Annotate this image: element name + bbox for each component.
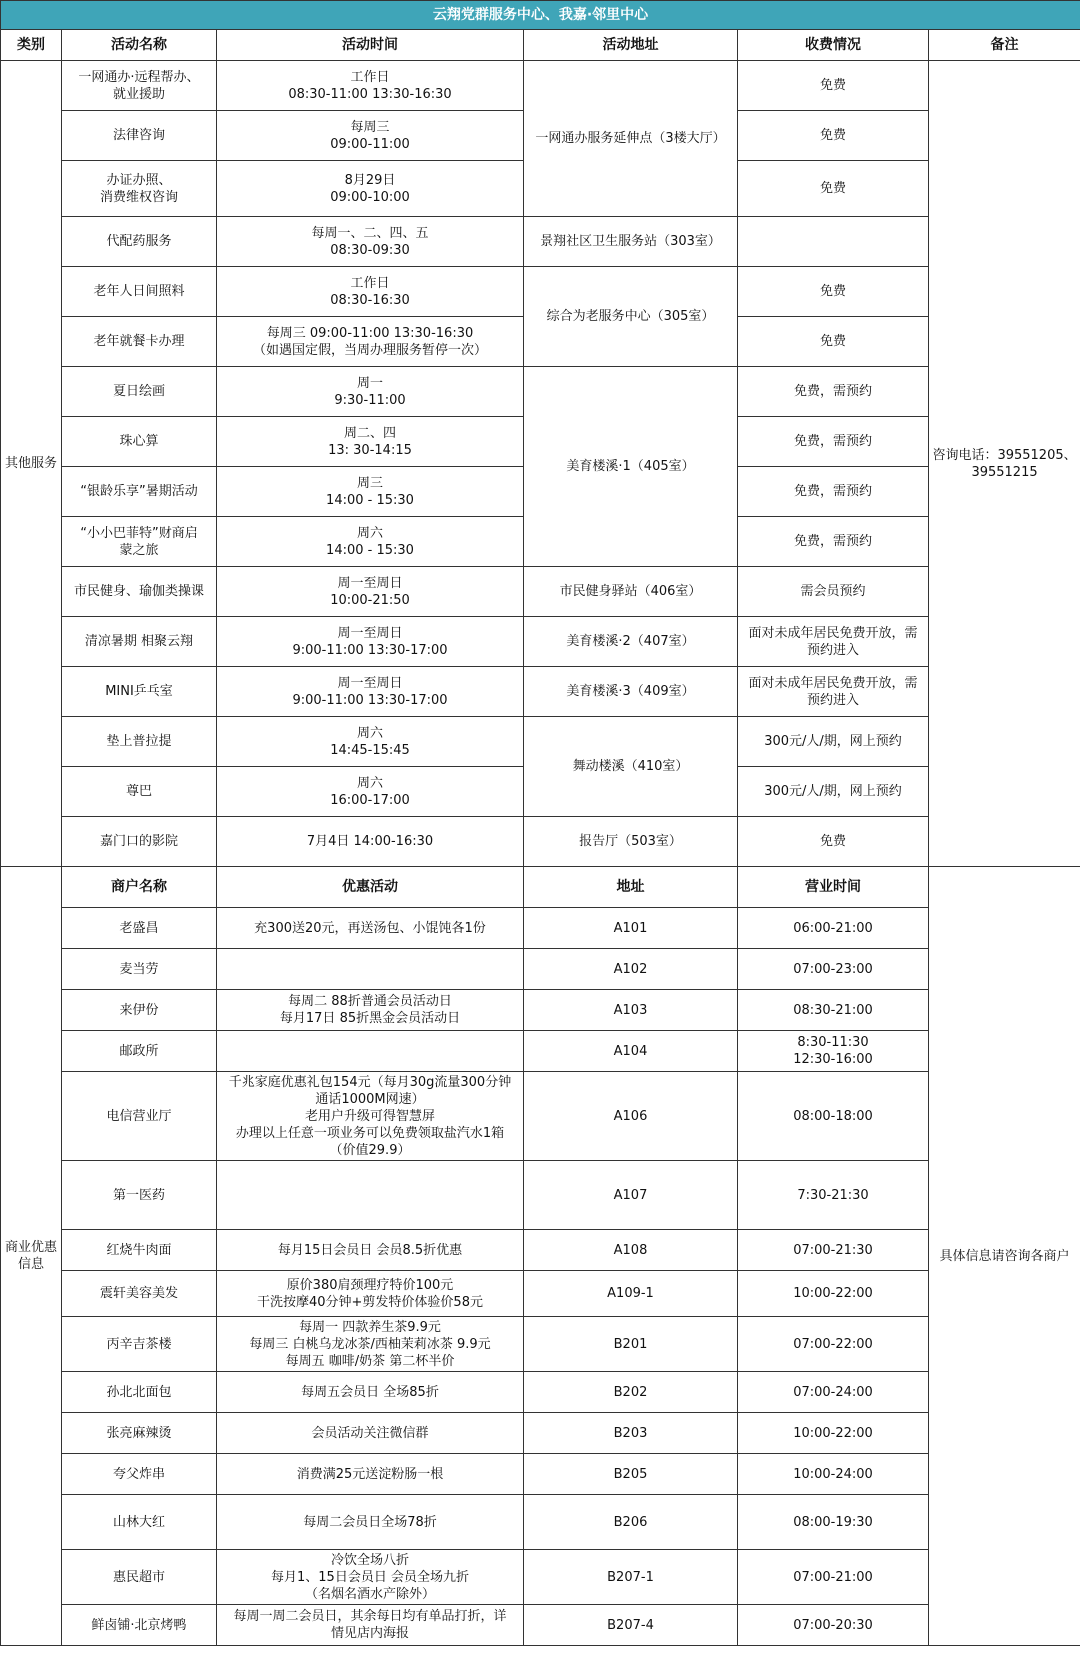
merchant-promotion (217, 949, 524, 990)
merchant-promotion: 会员活动关注微信群 (217, 1413, 524, 1454)
header-merchant-address: 地址 (524, 867, 738, 908)
header-row (1, 30, 1080, 61)
header-fee: 收费情况 (738, 30, 929, 61)
merchant-promotion: 千兆家庭优惠礼包154元（每月30g流量300分钟 通话1000M网速） 老用户升级可得智慧屏 办理以上任意一项业务可以免费领取盐汽水1箱 （价值29.9） (217, 1072, 524, 1161)
activity-fee: 免费 (738, 111, 929, 161)
activity-address: 舞动楼溪（410室） (524, 717, 738, 817)
merchant-hours: 10:00-22:00 (738, 1271, 929, 1317)
merchant-promotion: 消费满25元送淀粉肠一根 (217, 1454, 524, 1495)
merchant-hours: 07:00-20:30 (738, 1605, 929, 1646)
service-row (1, 667, 1080, 717)
commercial-note: 具体信息请咨询各商户 (929, 867, 1080, 1646)
category-cell: 商业优惠 信息 (1, 867, 62, 1646)
merchant-address: B203 (524, 1413, 738, 1454)
activity-name: “小小巴菲特”财商启 蒙之旅 (62, 517, 217, 567)
activity-address: 美育楼溪·2（407室） (524, 617, 738, 667)
merchant-name: 红烧牛肉面 (62, 1230, 217, 1271)
merchant-name: 来伊份 (62, 990, 217, 1031)
activity-fee: 300元/人/期，网上预约 (738, 717, 929, 767)
activity-time: 周二、四 13: 30-14:15 (217, 417, 524, 467)
activity-fee: 免费，需预约 (738, 367, 929, 417)
commercial-header-row (1, 867, 1080, 908)
merchant-hours: 07:00-21:00 (738, 1550, 929, 1605)
service-row (1, 367, 1080, 417)
activity-address: 一网通办服务延伸点（3楼大厅） (524, 61, 738, 217)
merchant-hours: 10:00-22:00 (738, 1413, 929, 1454)
merchant-name: 老盛昌 (62, 908, 217, 949)
merchant-row (1, 1031, 1080, 1072)
merchant-row (1, 1495, 1080, 1550)
service-row (1, 817, 1080, 867)
activity-address: 美育楼溪·3（409室） (524, 667, 738, 717)
activity-time: 周三 14:00 - 15:30 (217, 467, 524, 517)
activity-name: 一网通办·远程帮办、 就业援助 (62, 61, 217, 111)
service-note: 咨询电话：39551205、39551215 (929, 61, 1080, 867)
merchant-hours: 7:30-21:30 (738, 1161, 929, 1230)
merchant-name: 电信营业厅 (62, 1072, 217, 1161)
merchant-row (1, 1605, 1080, 1646)
activity-name: MINI乒乓室 (62, 667, 217, 717)
merchant-address: A107 (524, 1161, 738, 1230)
merchant-name: 震轩美容美发 (62, 1271, 217, 1317)
merchant-address: A104 (524, 1031, 738, 1072)
activity-fee: 需会员预约 (738, 567, 929, 617)
category-cell: 其他服务 (1, 61, 62, 867)
merchant-row (1, 1454, 1080, 1495)
activity-time: 工作日 08:30-11:00 13:30-16:30 (217, 61, 524, 111)
activity-fee (738, 217, 929, 267)
merchant-promotion: 每周二会员日全场78折 (217, 1495, 524, 1550)
header-activity-address: 活动地址 (524, 30, 738, 61)
merchant-address: B205 (524, 1454, 738, 1495)
activity-fee: 免费 (738, 267, 929, 317)
activity-time: 周一至周日 10:00-21:50 (217, 567, 524, 617)
activity-time: 周一至周日 9:00-11:00 13:30-17:00 (217, 667, 524, 717)
header-merchant-name: 商户名称 (62, 867, 217, 908)
activity-time: 周一至周日 9:00-11:00 13:30-17:00 (217, 617, 524, 667)
activity-name: 代配药服务 (62, 217, 217, 267)
activity-name: 法律咨询 (62, 111, 217, 161)
merchant-name: 鲜卤铺·北京烤鸭 (62, 1605, 217, 1646)
activity-fee: 免费 (738, 817, 929, 867)
service-row (1, 61, 1080, 111)
activity-time: 每周一、二、四、五 08:30-09:30 (217, 217, 524, 267)
merchant-promotion (217, 1161, 524, 1230)
activity-address: 美育楼溪·1（405室） (524, 367, 738, 567)
activity-time: 周六 14:00 - 15:30 (217, 517, 524, 567)
activity-time: 8月29日 09:00-10:00 (217, 161, 524, 217)
merchant-promotion: 每周二 88折普通会员活动日 每月17日 85折黑金会员活动日 (217, 990, 524, 1031)
activity-name: 办证办照、 消费维权咨询 (62, 161, 217, 217)
merchant-promotion: 每周一周二会员日，其余每日均有单品打折，详 情见店内海报 (217, 1605, 524, 1646)
merchant-row (1, 1372, 1080, 1413)
header-opening-hours: 营业时间 (738, 867, 929, 908)
activity-name: 珠心算 (62, 417, 217, 467)
activity-time: 每周三 09:00-11:00 (217, 111, 524, 161)
merchant-name: 麦当劳 (62, 949, 217, 990)
merchant-name: 孙北北面包 (62, 1372, 217, 1413)
merchant-name: 丙辛吉茶楼 (62, 1317, 217, 1372)
activity-name: 市民健身、瑜伽类操课 (62, 567, 217, 617)
merchant-address: A102 (524, 949, 738, 990)
merchant-hours: 07:00-22:00 (738, 1317, 929, 1372)
merchant-hours: 07:00-24:00 (738, 1372, 929, 1413)
merchant-promotion (217, 1031, 524, 1072)
activity-time: 每周三 09:00-11:00 13:30-16:30 （如遇国定假，当周办理服务暂停一次） (217, 317, 524, 367)
merchant-row (1, 1550, 1080, 1605)
merchant-address: B201 (524, 1317, 738, 1372)
merchant-name: 第一医药 (62, 1161, 217, 1230)
merchant-address: A109-1 (524, 1271, 738, 1317)
activity-fee: 免费，需预约 (738, 417, 929, 467)
service-row (1, 617, 1080, 667)
activity-time: 周六 14:45-15:45 (217, 717, 524, 767)
activity-fee: 面对未成年居民免费开放，需 预约进入 (738, 617, 929, 667)
merchant-hours: 08:00-18:00 (738, 1072, 929, 1161)
merchant-address: B207-1 (524, 1550, 738, 1605)
merchant-hours: 8:30-11:30 12:30-16:00 (738, 1031, 929, 1072)
merchant-address: B207-4 (524, 1605, 738, 1646)
merchant-row (1, 1413, 1080, 1454)
activity-name: “银龄乐享”暑期活动 (62, 467, 217, 517)
activity-fee: 免费 (738, 161, 929, 217)
header-activity-name: 活动名称 (62, 30, 217, 61)
merchant-address: B202 (524, 1372, 738, 1413)
service-row (1, 217, 1080, 267)
activity-address: 报告厅（503室） (524, 817, 738, 867)
merchant-promotion: 原价380肩颈理疗特价100元 干洗按摩40分钟+剪发特价体验价58元 (217, 1271, 524, 1317)
activity-fee: 免费，需预约 (738, 517, 929, 567)
activity-time: 工作日 08:30-16:30 (217, 267, 524, 317)
activity-name: 老年人日间照料 (62, 267, 217, 317)
header-activity-time: 活动时间 (217, 30, 524, 61)
service-row (1, 267, 1080, 317)
activity-fee: 免费 (738, 61, 929, 111)
merchant-name: 张亮麻辣烫 (62, 1413, 217, 1454)
activity-name: 尊巴 (62, 767, 217, 817)
page-title: 云翔党群服务中心、我嘉·邻里中心 (1, 1, 1080, 30)
activity-fee: 面对未成年居民免费开放，需 预约进入 (738, 667, 929, 717)
activity-name: 垫上普拉提 (62, 717, 217, 767)
merchant-address: A103 (524, 990, 738, 1031)
merchant-promotion: 每周一 四款养生茶9.9元 每周三 白桃乌龙冰茶/西柚茉莉冰茶 9.9元 每周五 咖啡/奶茶 第二杯半价 (217, 1317, 524, 1372)
header-promotion: 优惠活动 (217, 867, 524, 908)
merchant-row (1, 1317, 1080, 1372)
activity-name: 清凉暑期 相聚云翔 (62, 617, 217, 667)
activity-name: 嘉门口的影院 (62, 817, 217, 867)
service-row (1, 717, 1080, 767)
merchant-row (1, 1230, 1080, 1271)
header-category: 类别 (1, 30, 62, 61)
activity-time: 周六 16:00-17:00 (217, 767, 524, 817)
activity-address: 综合为老服务中心（305室） (524, 267, 738, 367)
merchant-row (1, 1072, 1080, 1161)
merchant-row (1, 1271, 1080, 1317)
activity-fee: 免费，需预约 (738, 467, 929, 517)
service-row (1, 567, 1080, 617)
merchant-name: 惠民超市 (62, 1550, 217, 1605)
merchant-name: 山林大红 (62, 1495, 217, 1550)
activity-time: 周一 9:30-11:00 (217, 367, 524, 417)
merchant-row (1, 949, 1080, 990)
merchant-hours: 10:00-24:00 (738, 1454, 929, 1495)
merchant-hours: 06:00-21:00 (738, 908, 929, 949)
merchant-hours: 07:00-21:30 (738, 1230, 929, 1271)
merchant-name: 邮政所 (62, 1031, 217, 1072)
merchant-row (1, 908, 1080, 949)
activity-name: 夏日绘画 (62, 367, 217, 417)
merchant-address: A106 (524, 1072, 738, 1161)
merchant-address: B206 (524, 1495, 738, 1550)
header-note: 备注 (929, 30, 1080, 61)
activity-fee: 免费 (738, 317, 929, 367)
merchant-hours: 07:00-23:00 (738, 949, 929, 990)
merchant-address: A101 (524, 908, 738, 949)
merchant-promotion: 冷饮全场八折 每月1、15日会员日 会员全场九折 （名烟名酒水产除外） (217, 1550, 524, 1605)
merchant-promotion: 充300送20元，再送汤包、小馄饨各1份 (217, 908, 524, 949)
merchant-hours: 08:00-19:30 (738, 1495, 929, 1550)
merchant-promotion: 每月15日会员日 会员8.5折优惠 (217, 1230, 524, 1271)
merchant-hours: 08:30-21:00 (738, 990, 929, 1031)
merchant-name: 夸父炸串 (62, 1454, 217, 1495)
activity-address: 景翔社区卫生服务站（303室） (524, 217, 738, 267)
merchant-address: A108 (524, 1230, 738, 1271)
merchant-promotion: 每周五会员日 全场85折 (217, 1372, 524, 1413)
activity-address: 市民健身驿站（406室） (524, 567, 738, 617)
activity-time: 7月4日 14:00-16:30 (217, 817, 524, 867)
activity-fee: 300元/人/期，网上预约 (738, 767, 929, 817)
activity-name: 老年就餐卡办理 (62, 317, 217, 367)
merchant-row (1, 1161, 1080, 1230)
merchant-row (1, 990, 1080, 1031)
